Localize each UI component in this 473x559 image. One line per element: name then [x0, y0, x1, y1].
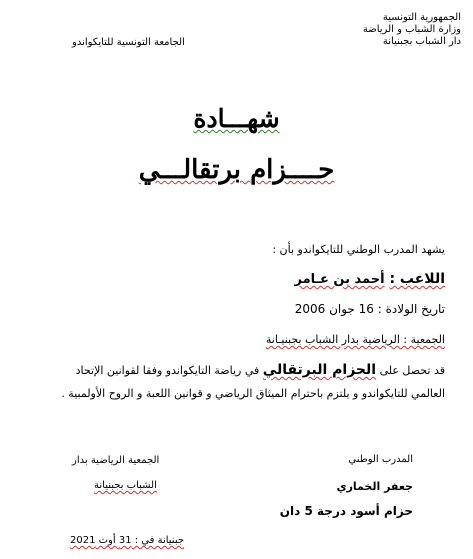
coach-rank: حزام أسود درجة 5 دان	[279, 504, 413, 518]
coach-name: جعفر الخماري	[336, 480, 413, 493]
republic-header	[363, 12, 461, 48]
achievement-suffix: في رياضة التايكواندو وفقا لقوانين الإتحاد	[75, 364, 260, 377]
certificate-title-text: شهـــادة	[193, 104, 280, 133]
belt-name: الحزام البرتقالي	[262, 362, 377, 378]
header-line-republic: الجمهورية التونسية	[382, 12, 461, 23]
birth-date: 16 جوان 2006	[294, 302, 374, 316]
player-line	[295, 271, 445, 287]
header-line-youth-house: دار الشباب بجبنيانة	[382, 36, 461, 47]
association-signature-line-1: الجمعية الرياضية بدار	[72, 455, 160, 466]
player-name: أحمد بن عـامر	[294, 272, 385, 287]
association-signature-line-2: الشباب بجبنيانة	[94, 480, 157, 491]
certificate-title	[0, 104, 473, 133]
achievement-line-1	[76, 362, 445, 378]
issue-date-text: جبنيانة في : 31 أوت 2021	[70, 535, 185, 546]
belt-title-text: حــــزام برتقالـــي	[138, 155, 335, 185]
federation-header: الجامعة التونسية للتايكواندو	[72, 37, 185, 48]
achievement-prefix: قد تحصل على	[379, 364, 445, 377]
achievement-line-2: العالمي للتايكواندو و يلتزم باحترام الميثاق الرياضي و قوانين اللعبة و الروح الأولمبية .	[61, 387, 445, 400]
association-line: الجمعية : الرياضية بدار الشباب بجبنيـانة	[265, 333, 445, 346]
header-line-ministry: وزارة الشباب و الرياضة	[362, 24, 461, 35]
coach-label: المدرب الوطني	[348, 454, 413, 465]
birth-line	[295, 302, 445, 316]
player-label: اللاعب :	[389, 271, 445, 287]
issue-date	[70, 535, 184, 546]
birth-label: تاريخ الولادة :	[377, 302, 445, 316]
witness-line: يشهد المدرب الوطني للتايكواندو بأن :	[272, 243, 445, 256]
belt-title	[0, 155, 473, 185]
